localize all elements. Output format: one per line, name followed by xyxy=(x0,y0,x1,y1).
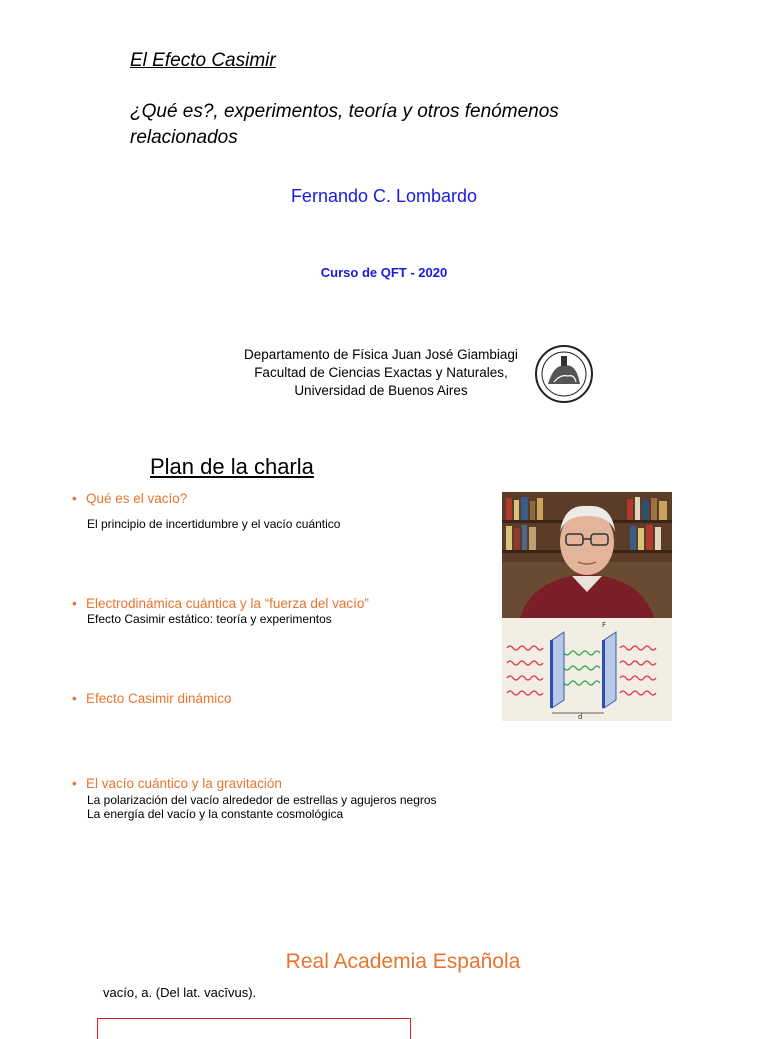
force-label: F xyxy=(602,621,607,629)
department-line-3: Universidad de Buenos Aires xyxy=(294,383,468,398)
bullet-label: Electrodinámica cuántica y la “fuerza del vacío” xyxy=(86,596,369,611)
department-block xyxy=(230,346,532,400)
portrait-photo xyxy=(502,492,672,618)
rae-title: Real Academia Española xyxy=(285,950,521,973)
course-label: Curso de QFT - 2020 xyxy=(320,265,448,280)
casimir-plates-diagram xyxy=(502,618,672,721)
definition-box xyxy=(97,1018,411,1039)
department-line-2: Facultad de Ciencias Exactas y Naturales, xyxy=(254,365,508,380)
bullet-item: • Qué es el vacío? xyxy=(72,491,188,506)
university-seal-icon xyxy=(534,344,594,404)
bullet-detail: La energía del vacío y la constante cosmológica xyxy=(87,807,344,821)
slide-subtitle: ¿Qué es?, experimentos, teoría y otros fenómenos relacionados xyxy=(130,101,559,148)
bullet-detail: El principio de incertidumbre y el vacío cuántico xyxy=(87,517,341,531)
bullet-item: • Efecto Casimir dinámico xyxy=(72,691,232,706)
plan-title: Plan de la charla xyxy=(150,454,314,479)
department-line-1: Departamento de Física Juan José Giambiagi xyxy=(244,347,518,362)
slide-title: El Efecto Casimir xyxy=(130,50,276,71)
bullet-label: El vacío cuántico y la gravitación xyxy=(86,776,282,791)
rae-definition: vacío, a. (Del lat. vacīvus). xyxy=(103,985,257,1000)
distance-label: d xyxy=(578,713,583,721)
bullet-label: Efecto Casimir dinámico xyxy=(86,691,232,706)
author-name: Fernando C. Lombardo xyxy=(290,186,478,206)
bullet-item: • Electrodinámica cuántica y la “fuerza del vacío” xyxy=(72,596,369,611)
bullet-item: • El vacío cuántico y la gravitación xyxy=(72,776,282,791)
bullet-label: Qué es el vacío? xyxy=(86,491,188,506)
bullet-detail: La polarización del vacío alrededor de estrellas y agujeros negros xyxy=(87,793,437,807)
bullet-detail: Efecto Casimir estático: teoría y experimentos xyxy=(87,612,332,626)
